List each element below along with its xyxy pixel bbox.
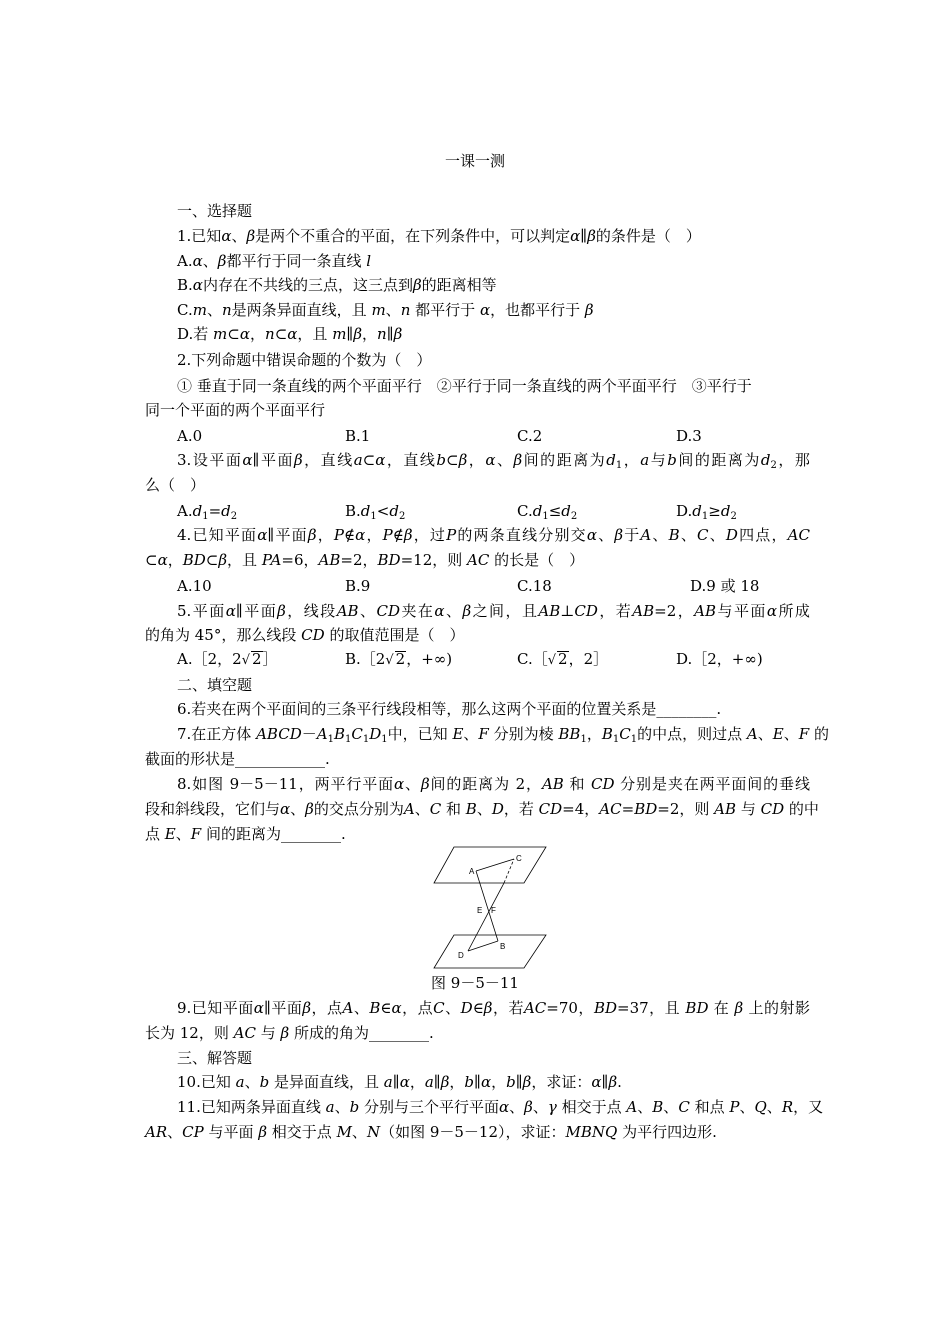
label-E: E xyxy=(477,906,483,915)
question-5-option-b: B.［2√ 2，+∞) xyxy=(345,650,453,668)
question-4-option-a: A.10 xyxy=(177,577,212,595)
question-3-option-d: $D.d_1\ge d_2$ xyxy=(676,502,737,522)
question-8-stem-cont-2: 点 E、F 间的距离为________. xyxy=(145,825,346,843)
question-4-option-b: B.9 xyxy=(345,577,371,595)
question-2-option-a: A.0 xyxy=(177,427,203,445)
label-B: B xyxy=(500,942,506,951)
question-4-option-c: C.18 xyxy=(517,577,552,595)
question-7-stem-cont: 截面的形状是____________. xyxy=(145,750,330,768)
question-2-option-c: C.2 xyxy=(517,427,543,445)
question-3-option-a: $A.d_1=d_2$ xyxy=(177,502,238,522)
question-6: 6.若夹在两个平面间的三条平行线段相等，那么这两个平面的位置关系是________. xyxy=(177,700,722,718)
question-5-option-a: A.［2，2√ 2］ xyxy=(177,650,278,668)
question-9-stem-cont: 长为 12，则 AC 与 β 所成的角为________. xyxy=(145,1024,434,1042)
lower-plane xyxy=(434,935,546,968)
question-4-stem: 4.已知平面α∥平面β，P∉α，P∉β，过P的两条直线分别交α、β于A、B、C、D四点，AC xyxy=(177,526,810,544)
question-8-stem-cont: 段和斜线段，它们与α、β的交点分别为A、C 和 B、D，若 CD=4，AC=BD=2，则 AB 与 CD 的中 xyxy=(145,800,819,818)
question-3-stem: 3.设平面α∥平面β，直线a⊂α，直线b⊂β，α、β间的距离为$d_1$，a与b间的距离为$d_2$，那 xyxy=(177,451,810,471)
question-11-stem: 11.已知两条异面直线 a、b 分别与三个平行平面α、β、γ 相交于点 A、B、C 和点 P、Q、R，又 xyxy=(177,1098,824,1116)
section-heading-choice: 一、选择题 xyxy=(177,202,253,220)
label-A: A xyxy=(469,867,475,876)
question-5-stem-cont: 的角为 45°，那么线段 CD 的取值范围是（ ） xyxy=(145,626,465,644)
figure-parallel-planes xyxy=(432,845,552,970)
question-3-option-c: $C.d_1\le d_2$ xyxy=(517,502,578,522)
question-1-option-a: A.α、β都平行于同一条直线 l xyxy=(177,252,372,270)
question-5-stem: 5.平面α∥平面β，线段AB、CD夹在α、β之间，且AB⊥CD，若AB=2，AB与平面α所成 xyxy=(177,602,810,620)
label-D: D xyxy=(458,951,464,960)
question-10: 10.已知 a、b 是异面直线，且 a∥α，a∥β，b∥α，b∥β，求证：α∥β. xyxy=(177,1073,622,1091)
question-11-stem-cont: AR、CP 与平面 β 相交于点 M、N（如图 9－5－12），求证：MBNQ 为平行四边形. xyxy=(145,1123,717,1141)
segment-DC-lower xyxy=(468,883,504,951)
label-C: C xyxy=(516,854,522,863)
question-7-stem: 7.在正方体 $ABCD-A_1B_1C_1D_1$中，已知 E、F 分别为棱 $BB_1$，$B_1C_1$的中点，则过点 A、E、F 的 xyxy=(177,725,829,745)
segment-DC-hidden xyxy=(504,859,514,883)
figure-caption: 图 9－5－11 xyxy=(431,974,519,992)
question-1-option-c: C.m、n是两条异面直线，且 m、n 都平行于 α，也都平行于 β xyxy=(177,301,594,319)
question-8-stem: 8.如图 9－5－11，两平行平面α、β间的距离为 2，AB 和 CD 分别是夹在两平面间的垂线 xyxy=(177,775,810,793)
page-title: 一课一测 xyxy=(444,152,505,170)
question-2-option-d: D.3 xyxy=(676,427,702,445)
section-heading-fill: 二、填空题 xyxy=(177,676,253,694)
question-9-stem: 9.已知平面α∥平面β，点A、B∈α，点C、D∈β，若AC=70，BD=37，且 BD 在 β 上的射影 xyxy=(177,999,810,1017)
question-4-option-d: D.9 或 18 xyxy=(690,577,760,595)
question-5-option-c: C.［√ 2，2］ xyxy=(517,650,609,668)
question-2-option-b: B.1 xyxy=(345,427,371,445)
label-F: F xyxy=(491,906,496,915)
question-5-option-d: D.［2，+∞) xyxy=(676,650,763,668)
section-heading-answer: 三、解答题 xyxy=(177,1049,253,1067)
segment-AC xyxy=(476,859,514,871)
question-3-option-b: $B.d_1<d_2$ xyxy=(345,502,406,522)
question-2-statements-cont: 同一个平面的两个平面平行 xyxy=(145,401,326,419)
question-3-stem-cont: 么（ ） xyxy=(145,476,206,494)
question-4-stem-cont: ⊂α，BD⊂β，且 PA=6，AB=2，BD=12，则 AC 的长是（ ） xyxy=(145,551,585,569)
question-1-option-b: B.α内存在不共线的三点，这三点到β的距离相等 xyxy=(177,276,497,294)
question-2-stem: 2.下列命题中错误命题的个数为（ ） xyxy=(177,351,432,369)
question-2-statements: ① 垂直于同一条直线的两个平面平行 ②平行于同一条直线的两个平面平行 ③平行于 xyxy=(177,377,752,395)
question-1-option-d: D.若 m⊂α，n⊂α，且 m∥β，n∥β xyxy=(177,325,403,343)
upper-plane xyxy=(434,847,546,883)
question-1-stem: 1.已知α、β是两个不重合的平面，在下列条件中，可以判定α∥β的条件是（ ） xyxy=(177,227,701,245)
